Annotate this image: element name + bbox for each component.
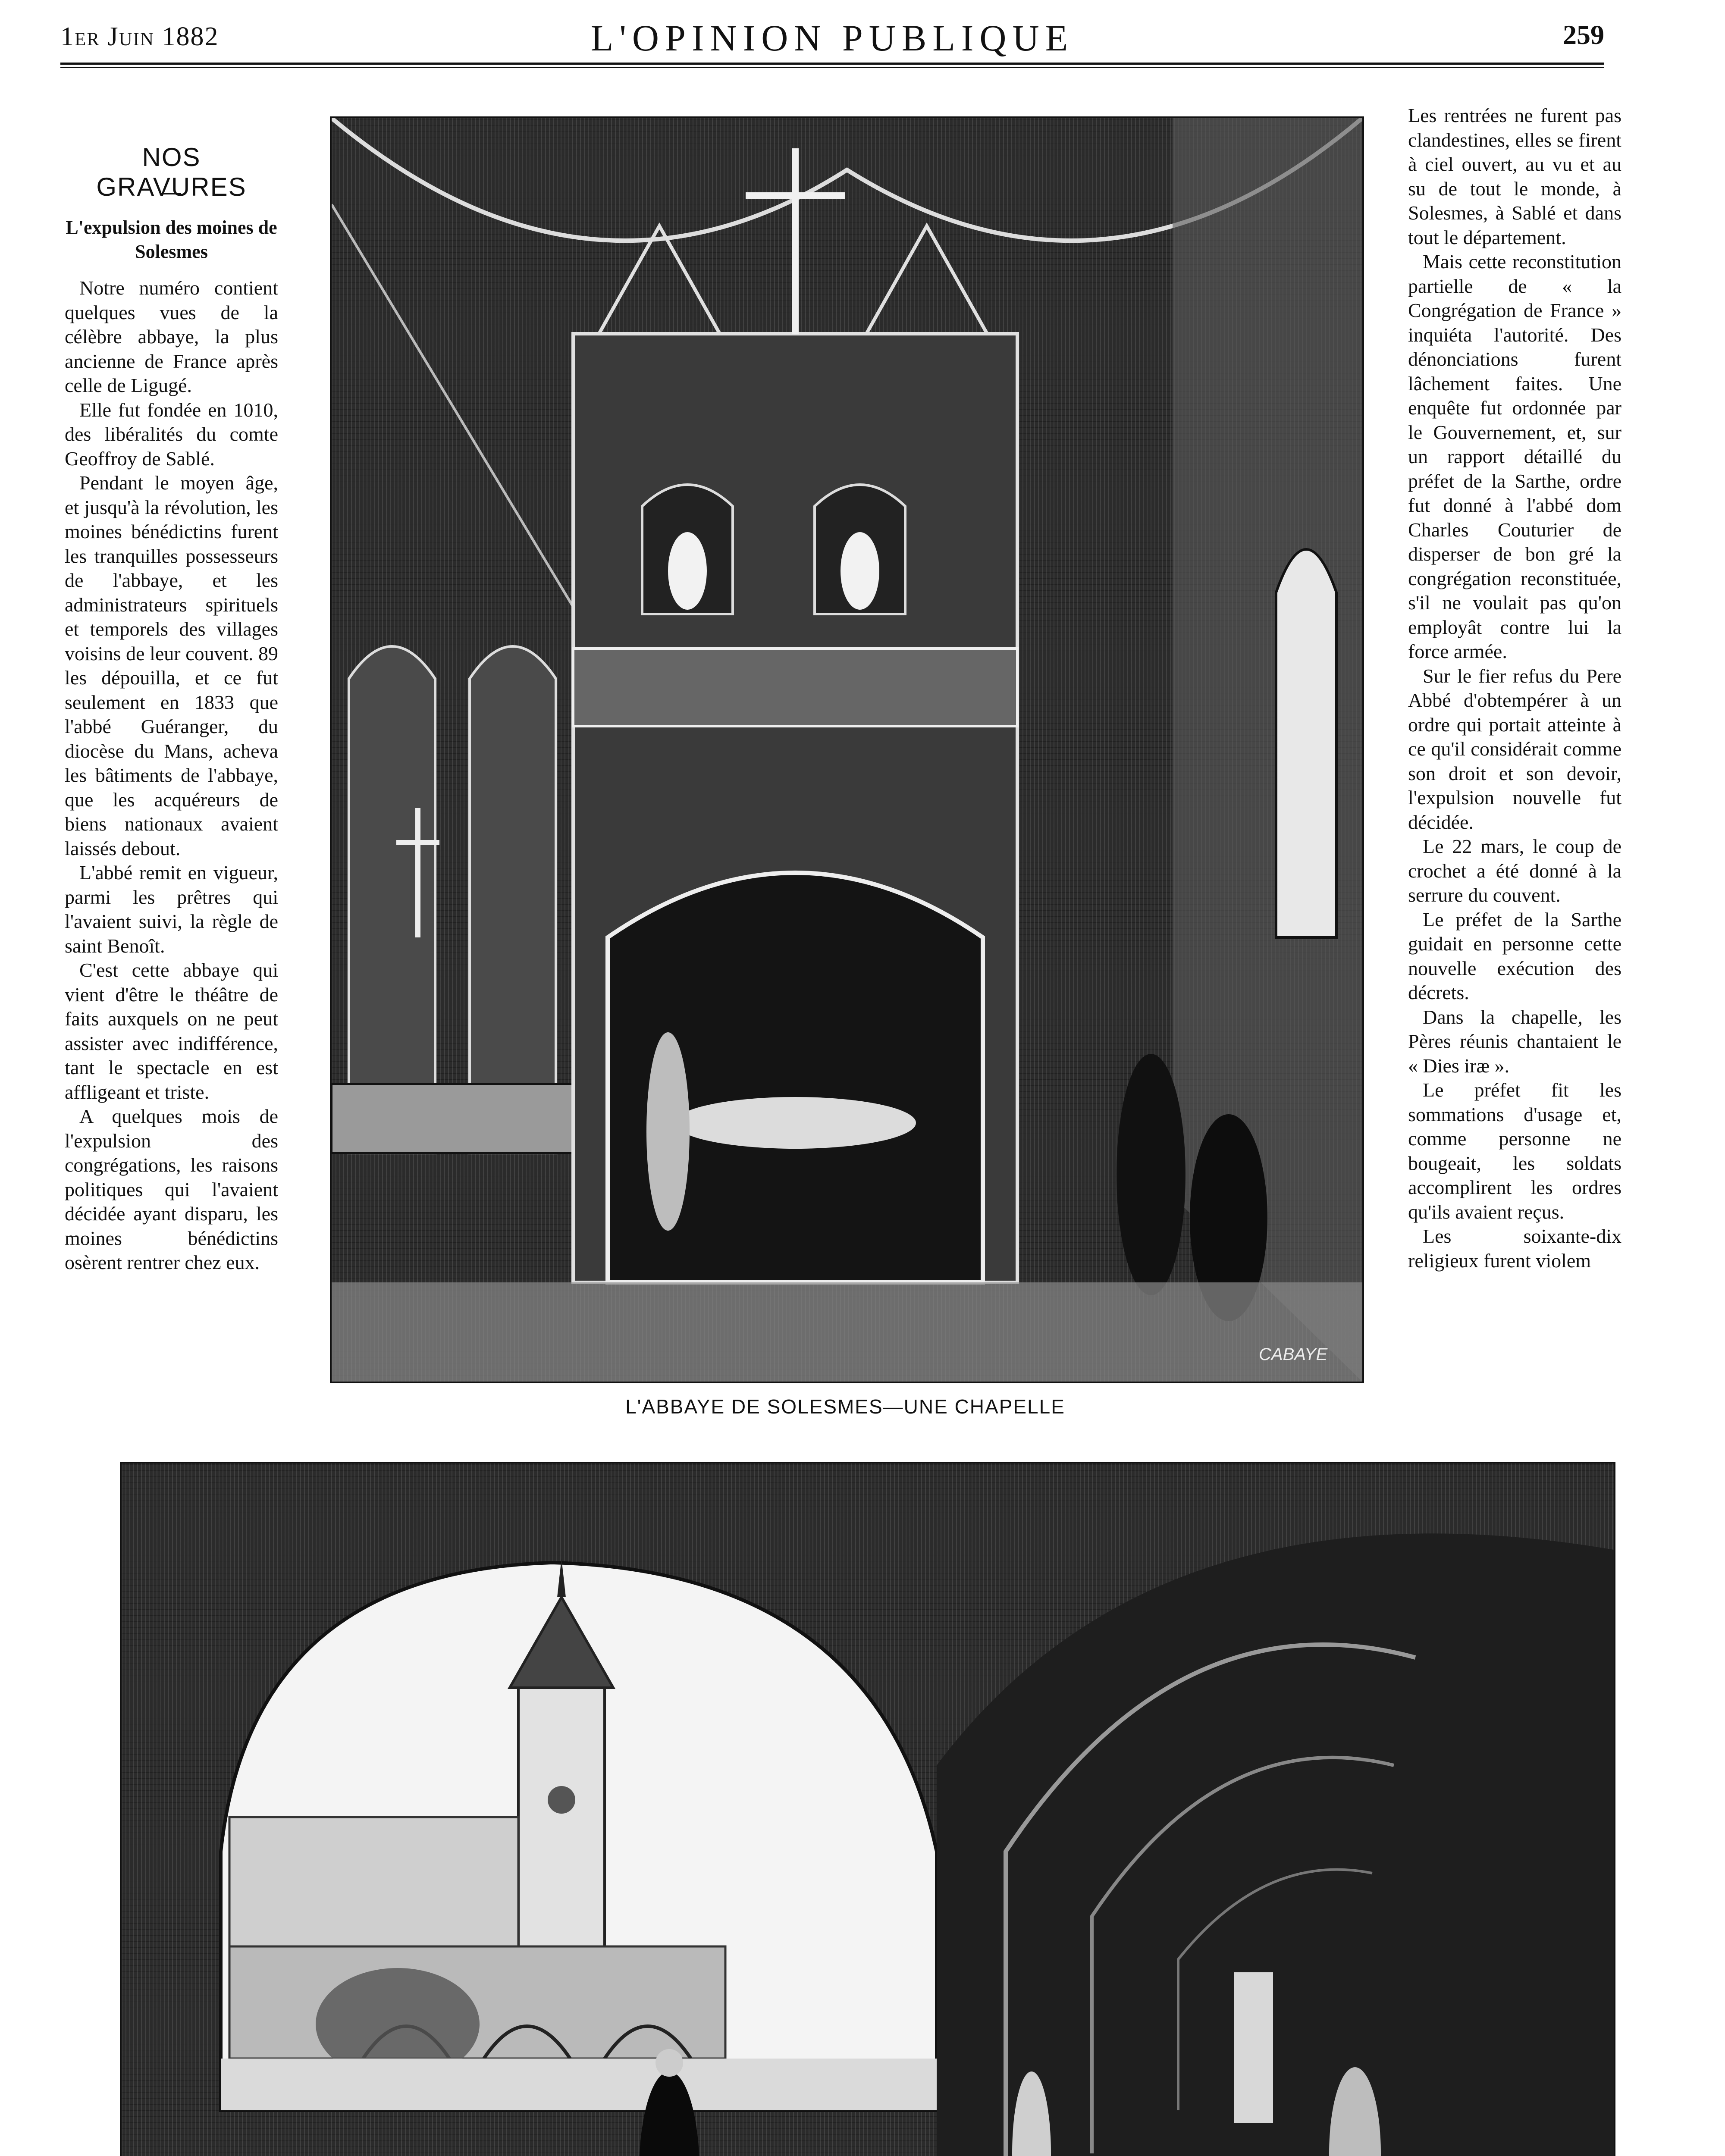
chapel-engraving	[330, 116, 1364, 1383]
chapel-engraver-signature: CABAYE	[1259, 1345, 1328, 1364]
issue-date: 1er Juin 1882	[60, 22, 219, 51]
article-paragraph: A quelques mois de l'expulsion des congrégations, les raisons politiques qui l'avaient décidée ayant disparu, les moines bénédictins osèrent rentrer chez eux.	[65, 1105, 278, 1273]
article-paragraph: L'abbé remit en vigueur, parmi les prêtres qui l'avaient suivi, la règle de saint Benoît.	[65, 862, 278, 957]
chapel-engraving-drawing	[332, 118, 1362, 1382]
article-paragraph: Dans la chapelle, les Pères réunis chantaient le « Dies iræ ».	[1408, 1006, 1622, 1077]
right-article-column	[1408, 103, 1622, 1273]
article-title: L'expulsion des moines de Solesmes	[66, 217, 277, 262]
article-paragraph: Pendant le moyen âge, et jusqu'à la révolution, les moines bénédictins furent les tranquilles possesseurs de l'abbaye, et les administrateurs spirituels et temporels des villages voisins de leur couvent. 89 les dépouilla, et ce fut seulement en 1833 que l'abbé Guéranger, du diocèse du Mans, acheva les bâtiments de l'abbaye, que les acquéreurs de biens nationaux avaient laissés debout.	[65, 472, 278, 859]
article-paragraph: Les rentrées ne furent pas clandestines, elles se firent à ciel ouvert, au vu et au su de tout le monde, à Solesmes, à Sablé et dans tout le département.	[1408, 104, 1622, 248]
chapel-caption: L'ABBAYE DE SOLESMES—UNE CHAPELLE	[625, 1395, 1065, 1418]
article-paragraph: Les soixante-dix religieux furent violem	[1408, 1225, 1622, 1272]
cloister-engraving-drawing	[122, 1463, 1614, 2156]
cloister-engraving	[120, 1462, 1615, 2156]
article-paragraph: Le préfet fit les sommations d'usage et, comme personne ne bougeait, les soldats accomplirent les ordres qu'ils avaient reçus.	[1408, 1079, 1622, 1223]
article-paragraph: Elle fut fondée en 1010, des libéralités du comte Geoffroy de Sablé.	[65, 398, 278, 470]
article-paragraph: Notre numéro contient quelques vues de la célèbre abbaye, la plus ancienne de France après celle de Ligugé.	[65, 277, 278, 396]
masthead-rule	[60, 63, 1604, 68]
masthead	[60, 13, 1604, 60]
article-paragraph: Le préfet de la Sarthe guidait en personne cette nouvelle exécution des décrets.	[1408, 908, 1622, 1003]
section-heading: NOS GRAVURES	[96, 143, 247, 201]
article-paragraph: C'est cette abbaye qui vient d'être le théâtre de faits auxquels on ne peut assister avec indifférence, tant le spectacle en est affligeant et triste.	[65, 959, 278, 1103]
newspaper-title: L'OPINION PUBLIQUE	[590, 17, 1074, 59]
page-number: 259	[1563, 19, 1604, 50]
article-paragraph: Sur le fier refus du Pere Abbé d'obtempérer à un ordre qui portait atteinte à ce qu'il considérait comme son droit et son devoir, l'expulsion nouvelle fut décidée.	[1408, 664, 1622, 833]
heading-divider	[160, 193, 181, 194]
left-article-column	[65, 276, 278, 1275]
article-paragraph: Le 22 mars, le coup de crochet a été donné à la serrure du couvent.	[1408, 835, 1622, 906]
article-paragraph: Mais cette reconstitution partielle de « la Congrégation de France » inquiéta l'autorité. Des dénonciations furent lâchement faites. Une enquête fut ordonnée par le Gouvernement, et, sur un rapport détaillé du préfet de la Sarthe, ordre fut donné à l'abbé dom Charles Couturier de disperser de bon gré la congrégation reconstituée, s'il ne voulait pas qu'on employât contre lui la force armée.	[1408, 251, 1622, 662]
